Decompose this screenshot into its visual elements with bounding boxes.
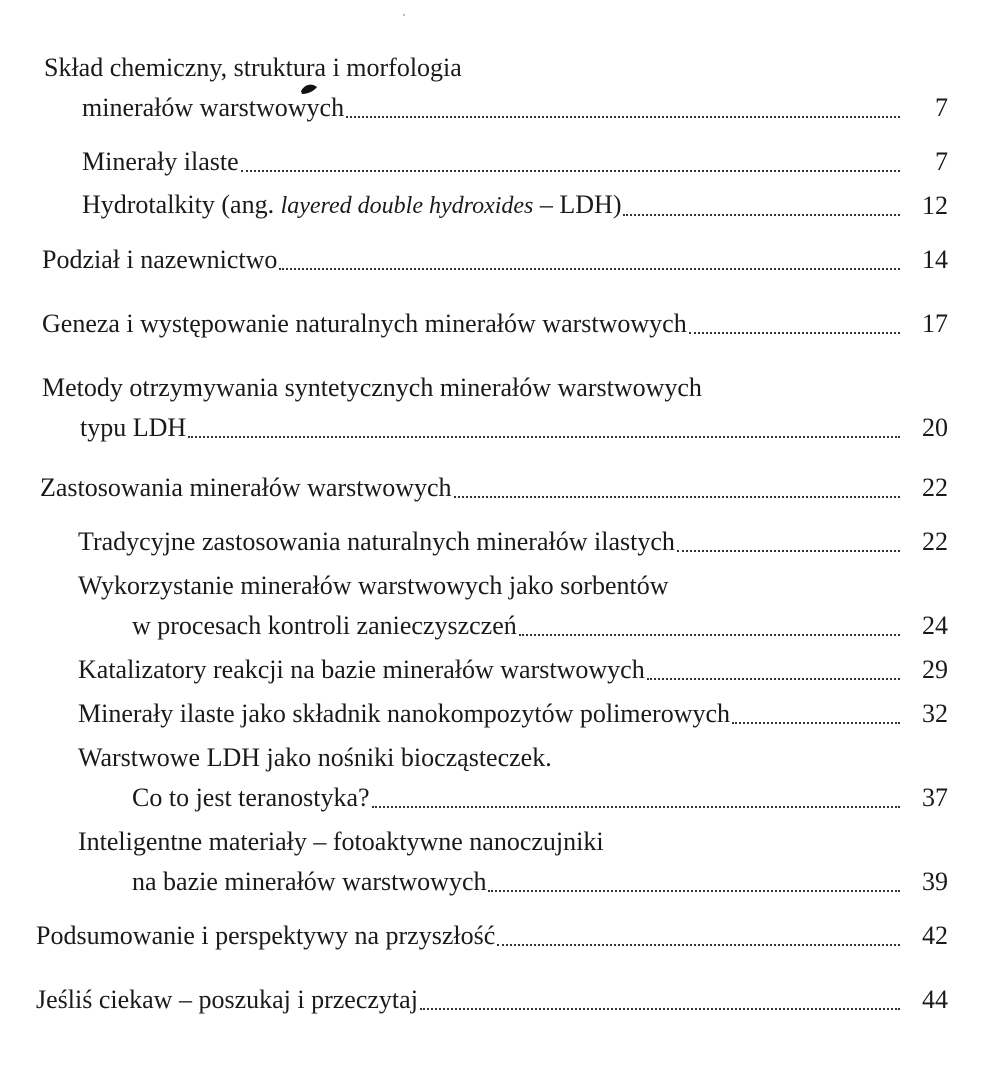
toc-entry-title: Minerały ilaste bbox=[82, 147, 239, 176]
toc-entry[interactable] bbox=[78, 522, 948, 562]
toc-page-number: 39 bbox=[922, 867, 948, 896]
dot-leader bbox=[623, 214, 900, 216]
toc-entry-title-line: Skład chemiczny, struktura i morfologia bbox=[44, 53, 462, 82]
toc-page-number: 7 bbox=[935, 93, 948, 122]
toc-entry[interactable] bbox=[40, 468, 948, 508]
toc-page-number: 37 bbox=[922, 783, 948, 812]
toc-page-number: 22 bbox=[922, 527, 948, 556]
toc-entry-title: minerałów warstwowych bbox=[82, 93, 345, 122]
dot-leader bbox=[488, 890, 900, 892]
title-part: Hydrotalkity (ang. bbox=[82, 190, 281, 219]
toc-page-number: 7 bbox=[935, 147, 948, 176]
toc-entry-title: w procesach kontroli zanieczyszczeń bbox=[132, 611, 517, 640]
toc-entry-title: typu LDH bbox=[80, 413, 187, 442]
toc-entry[interactable] bbox=[78, 650, 948, 690]
dot-leader bbox=[647, 678, 900, 680]
dot-leader bbox=[420, 1008, 900, 1010]
toc-page-number: 32 bbox=[922, 699, 948, 728]
dot-leader bbox=[241, 170, 900, 172]
toc-entry[interactable] bbox=[42, 240, 948, 280]
dot-leader bbox=[689, 332, 900, 334]
dot-leader bbox=[519, 634, 900, 636]
toc-page-number: 29 bbox=[922, 655, 948, 684]
toc-entry[interactable] bbox=[36, 980, 948, 1020]
dot-leader bbox=[497, 944, 900, 946]
toc-entry[interactable] bbox=[132, 606, 948, 646]
toc-entry-title: Co to jest teranostyka? bbox=[132, 783, 370, 812]
toc-entry[interactable] bbox=[82, 88, 948, 128]
title-part: – LDH) bbox=[533, 190, 622, 219]
toc-entry-title: Zastosowania minerałów warstwowych bbox=[40, 473, 452, 502]
toc-entry-title: Katalizatory reakcji na bazie minerałów warstwowych bbox=[78, 655, 645, 684]
toc-entry[interactable] bbox=[82, 142, 948, 182]
toc-page-number: 44 bbox=[922, 985, 948, 1014]
title-italic-part: layered double hydroxides bbox=[280, 193, 534, 219]
dot-leader bbox=[188, 436, 900, 438]
dot-leader bbox=[732, 722, 900, 724]
toc-page-number: 24 bbox=[922, 611, 948, 640]
toc-page-number: 17 bbox=[922, 309, 948, 338]
toc-entry[interactable] bbox=[82, 186, 948, 226]
toc-entry-title bbox=[82, 185, 621, 226]
toc-entry[interactable] bbox=[42, 304, 948, 344]
toc-page-number: 12 bbox=[922, 191, 948, 220]
toc-entry-title: Tradycyjne zastosowania naturalnych minerałów ilastych bbox=[78, 527, 675, 556]
toc-entry-title-line: Inteligentne materiały – fotoaktywne nanoczujniki bbox=[78, 827, 604, 856]
toc-entry[interactable] bbox=[80, 408, 948, 448]
toc-entry-title-line: Warstwowe LDH jako nośniki biocząsteczek. bbox=[78, 743, 552, 772]
dot-leader bbox=[454, 496, 900, 498]
toc-entry-title: Minerały ilaste jako składnik nanokompozytów polimerowych bbox=[78, 699, 731, 728]
toc-entry[interactable] bbox=[36, 916, 948, 956]
toc-entry[interactable] bbox=[78, 694, 948, 734]
toc-page-number: 42 bbox=[922, 921, 948, 950]
toc-page-number: 22 bbox=[922, 473, 948, 502]
dot-leader bbox=[346, 116, 900, 118]
toc-entry[interactable] bbox=[132, 778, 948, 818]
toc-entry-title: Geneza i występowanie naturalnych minerałów warstwowych bbox=[42, 309, 687, 338]
toc-entry-title: na bazie minerałów warstwowych bbox=[132, 867, 487, 896]
toc-entry-title-line: Wykorzystanie minerałów warstwowych jako sorbentów bbox=[78, 571, 669, 600]
dot-leader bbox=[279, 268, 900, 270]
toc-entry[interactable] bbox=[132, 862, 948, 902]
dot-leader bbox=[372, 806, 900, 808]
toc-entry-title: Podsumowanie i perspektywy na przyszłość bbox=[36, 921, 496, 950]
dot-leader bbox=[677, 550, 900, 552]
toc-page-number: 20 bbox=[922, 413, 948, 442]
scan-speck bbox=[403, 14, 405, 16]
toc-entry-title: Jeśliś ciekaw – poszukaj i przeczytaj bbox=[36, 985, 418, 1014]
toc-entry-title-line: Metody otrzymywania syntetycznych minerałów warstwowych bbox=[42, 373, 702, 402]
toc-entry-title: Podział i nazewnictwo bbox=[42, 245, 278, 274]
toc-page-number: 14 bbox=[922, 245, 948, 274]
